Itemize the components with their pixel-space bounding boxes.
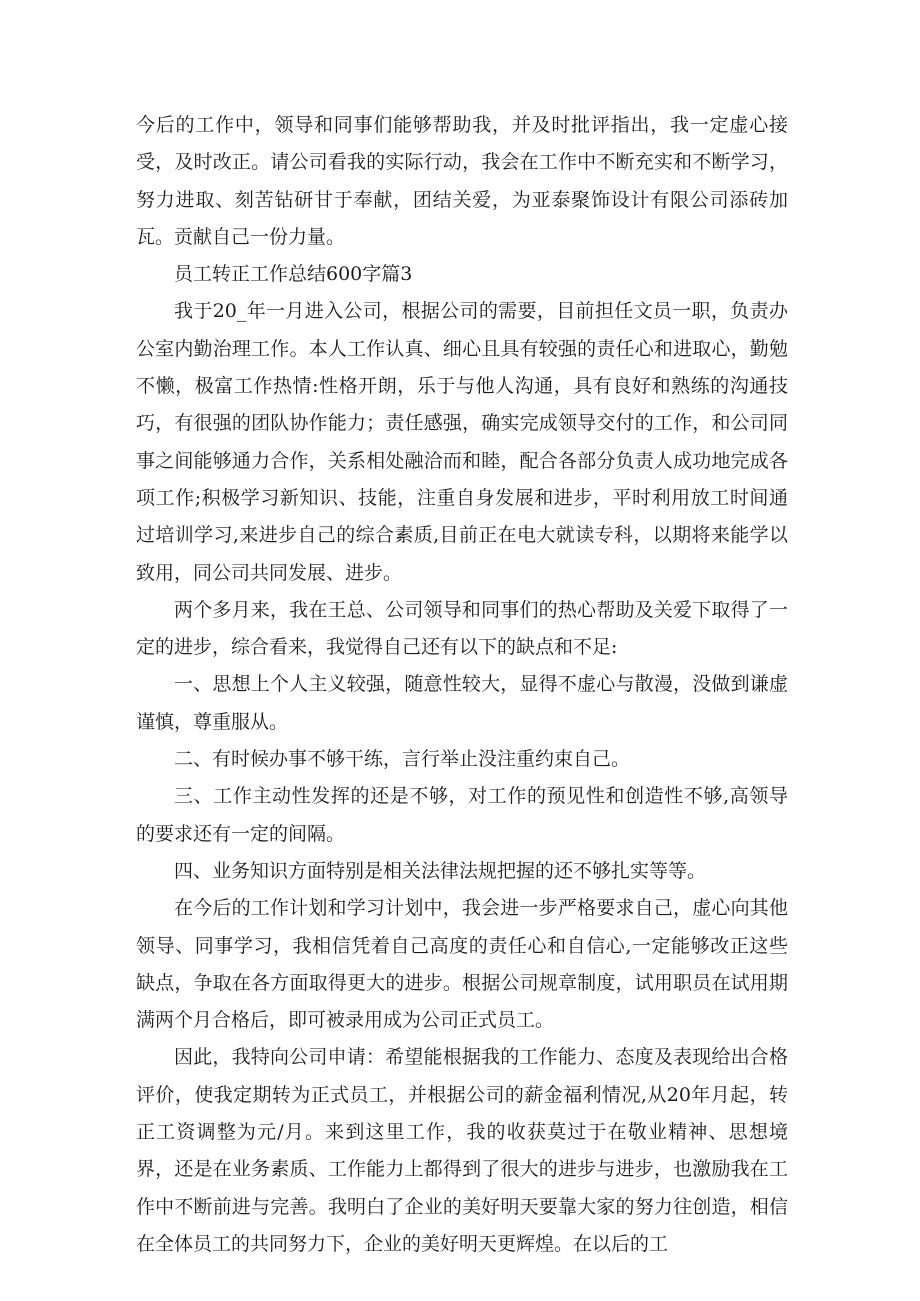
paragraph-intro: 我于20_年一月进入公司，根据公司的需要，目前担任文员一职，负责办公室内勤治理工作。本人工作认真、细心且具有较强的责任心和进取心，勤勉不懒，极富工作热情:性格开朗，乐于与他人沟通，具有良好和熟练的沟通技巧，有很强的团队协作能力；责任感强，确实完成领导交付的工作，和公司同事之间能够通力合作，关系相处融洽而和睦，配合各部分负责人成功地完成各项工作;积极学习新知识、技能，注重自身发展和进步，平时利用放工时间通过培训学习,来进步自己的综合素质,目前正在电大就读专科，以期将来能学以致用，同公司共同发展、进步。 [136, 300, 788, 584]
paragraph-plan: 在今后的工作计划和学习计划中，我会进一步严格要求自己，虚心向其他领导、同事学习，我相信凭着自己高度的责任心和自信心,一定能够改正这些缺点，争取在各方面取得更大的进步。根据公司规章制度，试用职员在试用期满两个月合格后，即可被录用成为公司正式员工。 [136, 897, 788, 1032]
paragraph-continuation: 今后的工作中，领导和同事们能够帮助我，并及时批评指出，我一定虚心接受，及时改正。请公司看我的实际行动，我会在工作中不断充实和不断学习，努力进取、刻苦钻研甘于奉献，团结关爱，为亚泰聚饰设计有限公司添砖加瓦。贡献自己一份力量。 [136, 114, 788, 248]
paragraph-progress: 两个多月来，我在王总、公司领导和同事们的热心帮助及关爱下取得了一定的进步，综合看来，我觉得自己还有以下的缺点和不足: [136, 598, 788, 659]
document-body [136, 107, 788, 1263]
list-item-shortcoming-4: 四、业务知识方面特别是相关法律法规把握的还不够扎实等等。 [174, 859, 707, 882]
list-item-shortcoming-2: 二、有时候办事不够干练，言行举止没注重约束自己。 [174, 748, 631, 771]
section-heading: 员工转正工作总结600字篇3 [174, 263, 413, 286]
paragraph-application: 因此，我特向公司申请：希望能根据我的工作能力、态度及表现给出合格评价，使我定期转为正式员工，并根据公司的薪金福利情况,从20年月起，转正工资调整为元/月。来到这里工作，我的收获莫过于在敬业精神、思想境界，还是在业务素质、工作能力上都得到了很大的进步与进步，也激励我在工作中不断前进与完善。我明白了企业的美好明天要靠大家的努力往创造，相信在全体员工的共同努力下，企业的美好明天更辉煌。在以后的工 [136, 1046, 788, 1255]
list-item-shortcoming-1: 一、思想上个人主义较强，随意性较大，显得不虚心与散漫，没做到谦虚谨慎，尊重服从。 [136, 673, 788, 733]
list-item-shortcoming-3: 三、工作主动性发挥的还是不够，对工作的预见性和创造性不够,高领导的要求还有一定的间隔。 [136, 785, 788, 845]
